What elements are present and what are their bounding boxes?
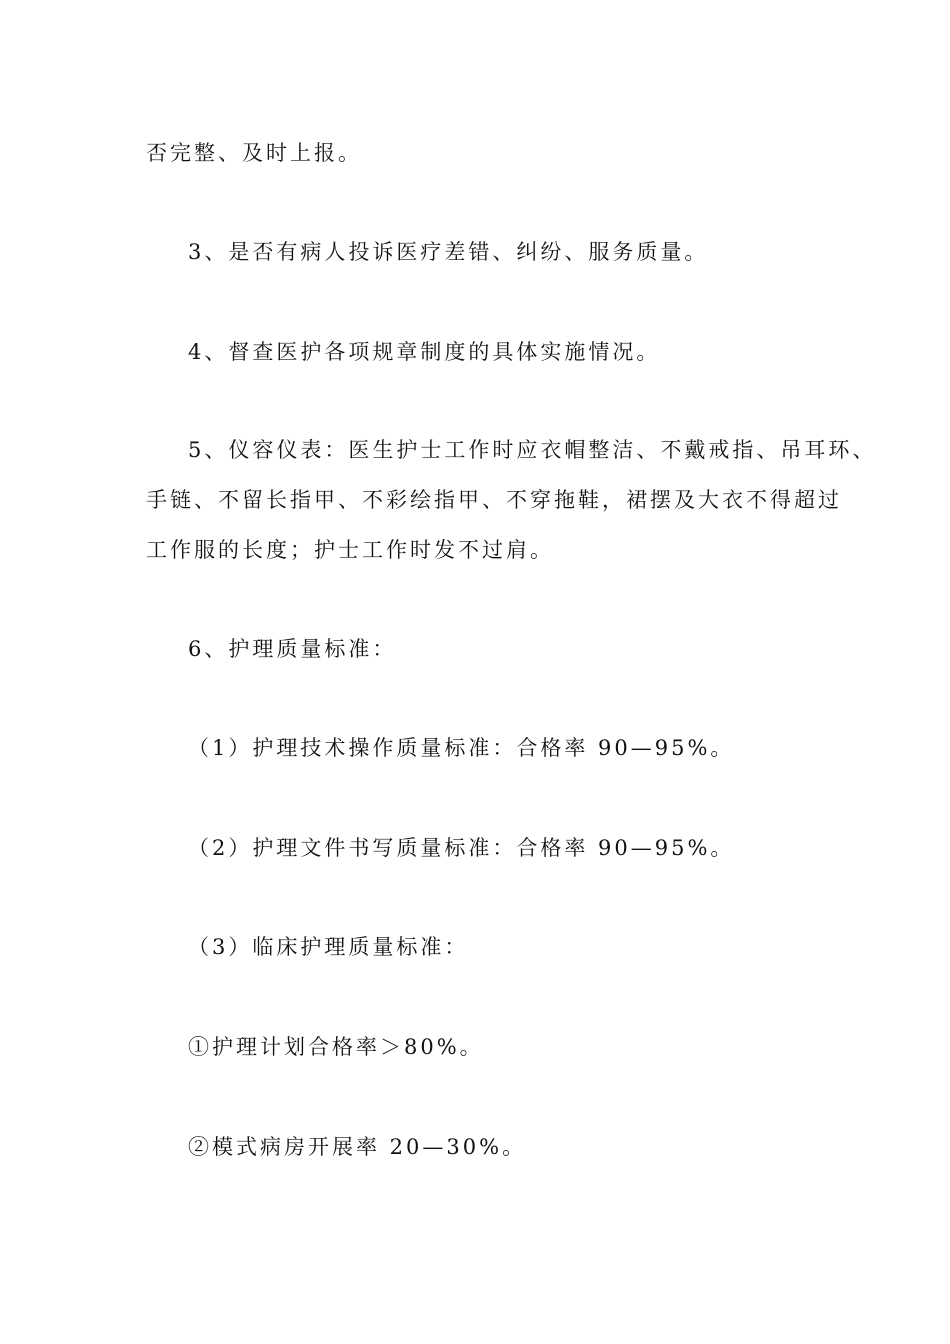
circled-item-2: ②模式病房开展率 20—30%。: [188, 1135, 527, 1159]
sub-item-2: （2）护理文件书写质量标准：合格率 90—95%。: [188, 836, 735, 860]
paragraph-item-5-line-1: 5、仪容仪表：医生护士工作时应衣帽整洁、不戴戒指、吊耳环、: [188, 438, 877, 462]
circled-item-1: ①护理计划合格率＞80%。: [188, 1035, 484, 1059]
sub-item-1: （1）护理技术操作质量标准：合格率 90—95%。: [188, 736, 735, 760]
paragraph-item-5-line-2: 手链、不留长指甲、不彩绘指甲、不穿拖鞋，裙摆及大衣不得超过: [146, 488, 842, 512]
paragraph-line: 否完整、及时上报。: [146, 141, 362, 165]
paragraph-item-4: 4、督查医护各项规章制度的具体实施情况。: [188, 340, 661, 364]
paragraph-item-3: 3、是否有病人投诉医疗差错、纠纷、服务质量。: [188, 240, 709, 264]
paragraph-item-6: 6、护理质量标准：: [188, 637, 397, 661]
paragraph-item-5-line-3: 工作服的长度；护士工作时发不过肩。: [146, 538, 554, 562]
sub-item-3: （3）临床护理质量标准：: [188, 935, 469, 959]
